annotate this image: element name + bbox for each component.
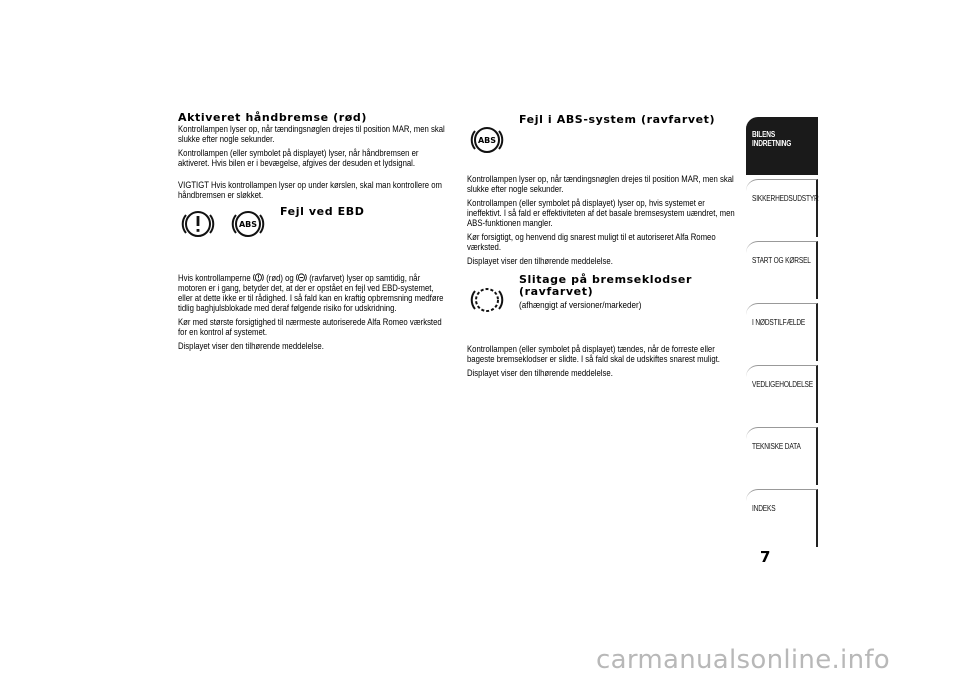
abs-icon [467,120,507,160]
paragraph: Kør med største forsigtighed til nærmeste autoriserede Alfa Romeo værksted for en kontrol af systemet. [178,317,442,337]
chapter-tabs [746,117,818,551]
section-title-ebd: Fejl ved EBD [280,205,365,218]
tab-sikkerhedsudstyr[interactable]: SIKKERHEDSUDSTYR [746,179,818,237]
section-title-handbrake: Aktiveret håndbremse (rød) [178,111,367,124]
paragraph: Kontrollampen lyser op, når tændingsnøglen drejes til position MAR, men skal slukke efter nogle sekunder. [178,124,445,144]
abs-icon [228,204,268,244]
tab-i-nodstilfaelde[interactable]: I NØDSTILFÆLDE [746,303,818,361]
tab-tekniske-data[interactable]: TEKNISKE DATA [746,427,818,485]
paragraph: Displayet viser den tilhørende meddelelse. [467,256,613,266]
brake-warning-icon [178,204,218,244]
tab-start-og-korsel[interactable]: START OG KØRSEL [746,241,818,299]
abs-icon-label: ABS [238,220,258,229]
abs-icon-label: ABS [477,136,497,145]
paragraph: Displayet viser den tilhørende meddelelse. [178,341,324,351]
tab-indeks[interactable]: INDEKS [746,489,818,547]
section-title-brake-pads: Slitage på bremseklodser [519,273,693,286]
tab-bilens-indretning[interactable]: BILENS INDRETNING [746,117,818,175]
watermark: carmanualsonline.info [596,645,891,675]
brake-pad-heading [519,274,692,310]
brake-pad-section-header [467,274,739,330]
brake-warning-icon [253,272,264,283]
section-title-abs: Fejl i ABS-system (ravfarvet) [519,113,716,126]
paragraph: Kontrollampen (eller symbolet på displayet) tændes, når de forreste eller bageste bremseklodser er slidte. I så fald skal de udskiftes snarest muligt. [467,344,720,364]
paragraph: Kontrollampen (eller symbolet på displayet) lyser, når håndbremsen er aktiveret. Hvis bilen er i bevægelse, afgives der desuden et lydsignal. [178,148,419,168]
right-column [467,112,739,382]
page-number: 7 [760,548,771,566]
left-column [178,112,450,355]
paragraph: Kør forsigtigt, og henvend dig snarest muligt til et autoriseret Alfa Romeo værksted. [467,232,716,252]
paragraph: Kontrollampen lyser op, når tændingsnøglen drejes til position MAR, men skal slukke efter nogle sekunder. [467,174,734,194]
abs-icon [296,272,307,283]
ebd-icon-row [178,204,450,264]
paragraph: Displayet viser den tilhørende meddelelse. [467,368,613,378]
paragraph: VIGTIGT Hvis kontrollampen lyser op under kørslen, skal man kontrollere om håndbremsen er sløkket. [178,180,442,200]
paragraph: Hvis kontrollamperne (rød) og (ravfarvet) lyser op samtidig, når motoren er i gang, betyder det, at der er opstået en fejl ved EBD-systemet, eller at dette ikke er til rådighed. I så fald kan en kraftig opbremsning medføre tidlig baghjulsblokade med deraf følgende risiko for udskridning. [178,273,444,313]
brake-pad-wear-icon [467,280,507,320]
paragraph: Kontrollampen (eller symbolet på displayet) lyser op, hvis systemet er ineffektivt. I så fald er effektiviteten af det basale bremsesystem uændret, men ABS-funktionen mangler. [467,198,735,228]
section-subtitle: (afhængigt af versioner/markeder) [519,300,642,310]
section-title-brake-pads-color: (ravfarvet) [519,285,594,298]
abs-section-header [467,114,739,166]
tab-vedligeholdelse[interactable]: VEDLIGEHOLDELSE [746,365,818,423]
